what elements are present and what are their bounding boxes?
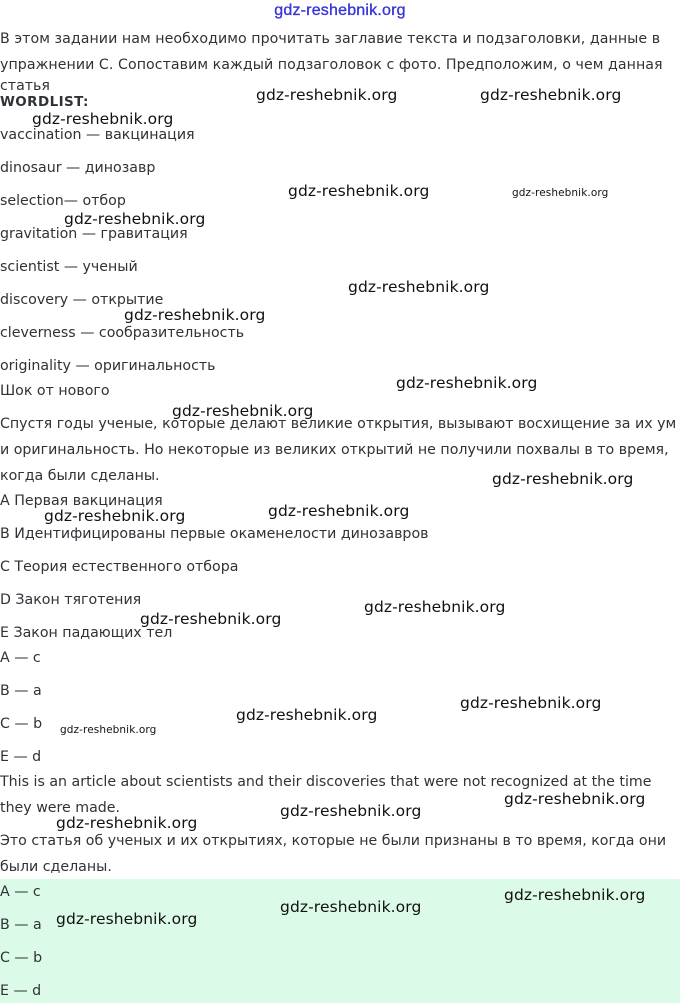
wordlist-item: vaccination — вакцинация bbox=[0, 127, 195, 143]
wordlist-item: dinosaur — динозавр bbox=[0, 160, 156, 176]
answer-item: B — a bbox=[0, 917, 42, 933]
watermark: gdz-reshebnik.org bbox=[460, 694, 602, 712]
heading-item: D Закон тяготения bbox=[0, 592, 142, 608]
watermark: gdz-reshebnik.org bbox=[44, 507, 186, 525]
heading-item: B Идентифицированы первые окаменелости динозавров bbox=[0, 526, 429, 542]
watermark: gdz-reshebnik.org bbox=[348, 278, 490, 296]
watermark: gdz-reshebnik.org bbox=[32, 110, 174, 128]
article-line-1: Спустя годы ученые, которые делают великие открытия, вызывают восхищение за их ум bbox=[0, 416, 677, 432]
answer-item: E — d bbox=[0, 983, 42, 999]
article-line-3: когда были сделаны. bbox=[0, 468, 160, 484]
watermark: gdz-reshebnik.org bbox=[64, 210, 206, 228]
heading-item: C Теория естественного отбора bbox=[0, 559, 239, 575]
watermark: gdz-reshebnik.org bbox=[280, 802, 422, 820]
watermark: gdz-reshebnik.org bbox=[288, 182, 430, 200]
watermark: gdz-reshebnik.org bbox=[124, 306, 266, 324]
answer-item: A — c bbox=[0, 884, 41, 900]
watermark: gdz-reshebnik.org bbox=[140, 610, 282, 628]
wordlist-title: WORDLIST: bbox=[0, 94, 89, 110]
match-item: B — a bbox=[0, 683, 42, 699]
watermark: gdz-reshebnik.org bbox=[504, 790, 646, 808]
header-watermark: gdz-reshebnik.org bbox=[274, 2, 406, 19]
summary-en-line-1: This is an article about scientists and their discoveries that were not recognized at the time bbox=[0, 774, 652, 790]
wordlist-item: gravitation — гравитация bbox=[0, 226, 188, 242]
intro-line-3-cut: статья bbox=[0, 82, 50, 90]
watermark: gdz-reshebnik.org bbox=[236, 706, 378, 724]
watermark: gdz-reshebnik.org bbox=[56, 814, 198, 832]
summary-ru-line-1: Это статья об ученых и их открытиях, которые не были признаны в то время, когда они bbox=[0, 833, 667, 849]
watermark: gdz-reshebnik.org bbox=[172, 402, 314, 420]
watermark: gdz-reshebnik.org bbox=[364, 598, 506, 616]
watermark: gdz-reshebnik.org bbox=[512, 187, 609, 199]
wordlist-item: scientist — ученый bbox=[0, 259, 138, 275]
wordlist-item: originality — оригинальность bbox=[0, 358, 216, 374]
intro-line-2: упражнении C. Сопоставим каждый подзаголовок с фото. Предположим, о чем данная bbox=[0, 57, 663, 73]
wordlist-item: discovery — открытие bbox=[0, 292, 164, 308]
intro-line-1: В этом задании нам необходимо прочитать заглавие текста и подзаголовки, данные в bbox=[0, 31, 661, 47]
summary-ru-line-2: были сделаны. bbox=[0, 859, 112, 875]
answer-item: C — b bbox=[0, 950, 43, 966]
summary-en-line-2: they were made. bbox=[0, 800, 121, 816]
watermark: gdz-reshebnik.org bbox=[480, 86, 622, 104]
watermark: gdz-reshebnik.org bbox=[60, 724, 157, 736]
wordlist-item: cleverness — сообразительность bbox=[0, 325, 245, 341]
watermark: gdz-reshebnik.org bbox=[504, 886, 646, 904]
match-item: E — d bbox=[0, 749, 42, 765]
watermark: gdz-reshebnik.org bbox=[268, 502, 410, 520]
watermark: gdz-reshebnik.org bbox=[280, 898, 422, 916]
match-item: C — b bbox=[0, 716, 43, 732]
heading-item: A Первая вакцинация bbox=[0, 493, 163, 509]
heading-item: E Закон падающих тел bbox=[0, 625, 173, 641]
article-line-2: и оригинальность. Но некоторые из великих открытий не получили похвалы в то время, bbox=[0, 442, 669, 458]
watermark: gdz-reshebnik.org bbox=[396, 374, 538, 392]
watermark: gdz-reshebnik.org bbox=[56, 910, 198, 928]
wordlist-item: selection— отбор bbox=[0, 193, 126, 209]
answer-block bbox=[0, 879, 680, 1003]
match-item: A — c bbox=[0, 650, 41, 666]
watermark: gdz-reshebnik.org bbox=[492, 470, 634, 488]
watermark: gdz-reshebnik.org bbox=[256, 86, 398, 104]
article-title: Шок от нового bbox=[0, 383, 110, 399]
